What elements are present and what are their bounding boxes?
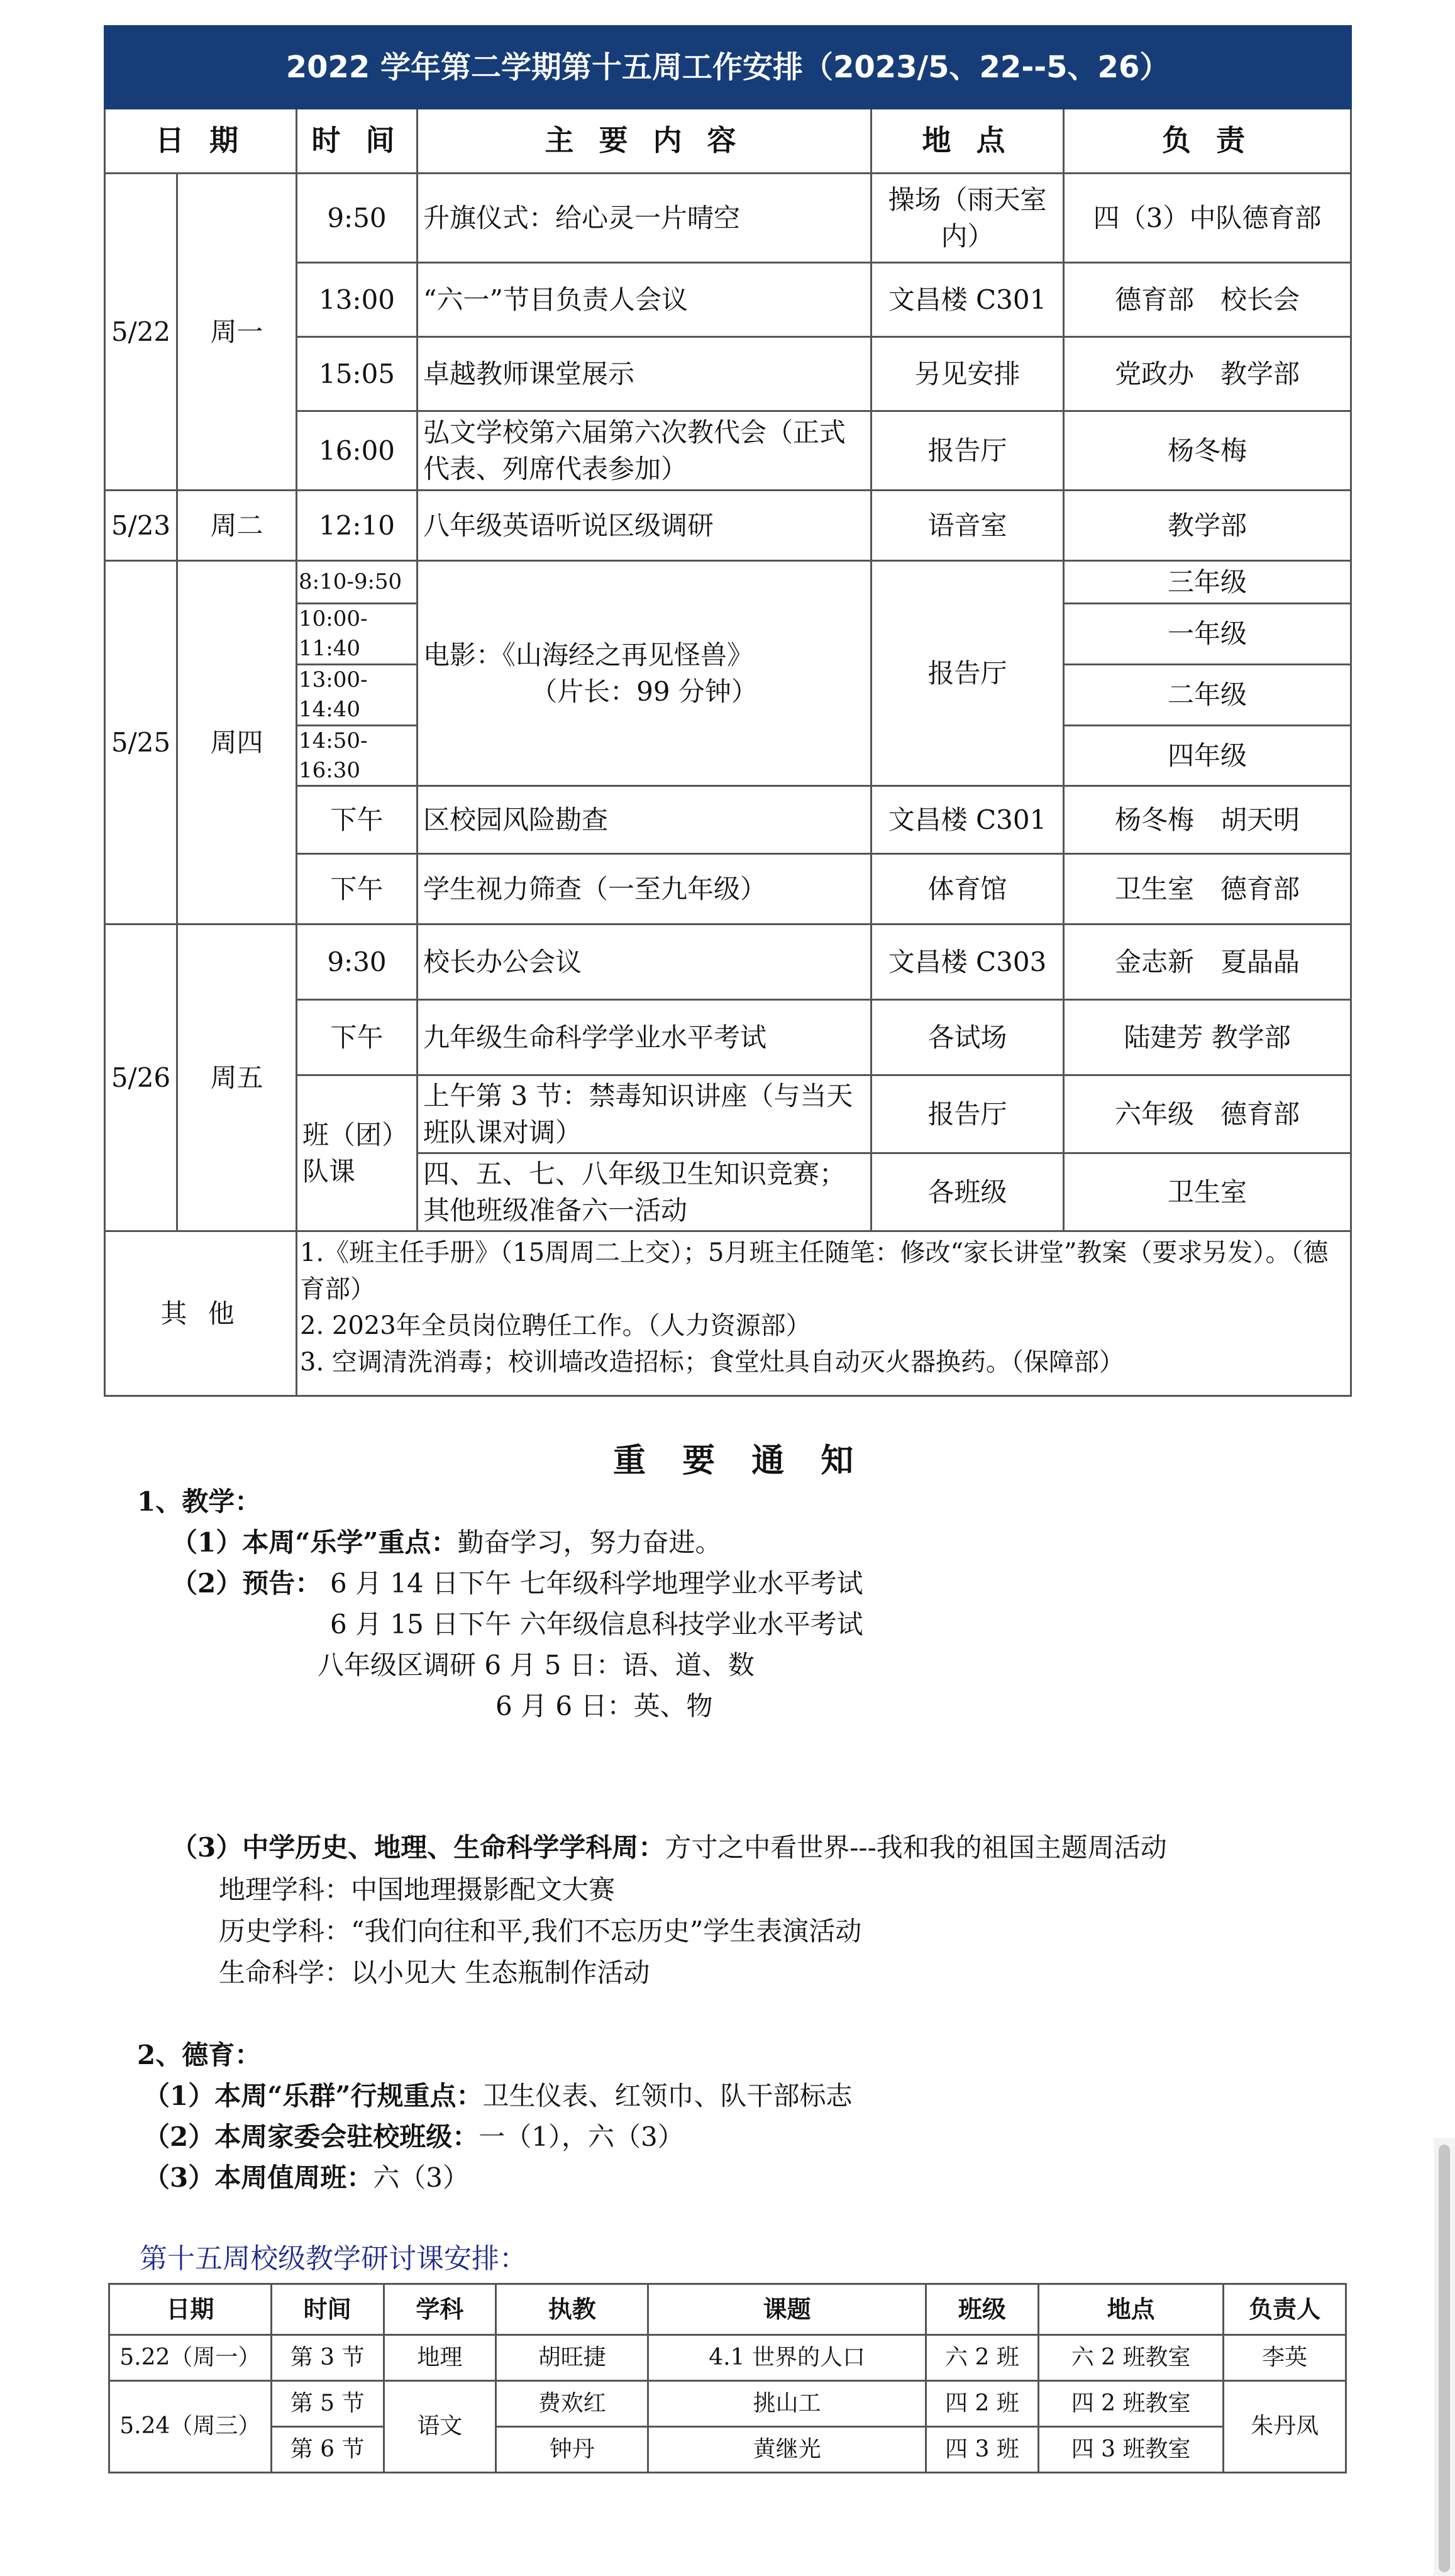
time-cell: 9:30 (297, 924, 418, 1000)
owner-cell: 六年级 德育部 (1064, 1075, 1351, 1153)
notice-text: 卫生仪表、红领巾、队干部标志 (482, 2080, 853, 2111)
time-cell: 15:05 (297, 337, 418, 411)
teacher-cell: 费欢红 (496, 2381, 648, 2427)
notice-text: 地理学科：中国地理摄影配文大赛 (219, 1874, 616, 1905)
topic-cell: 黄继光 (648, 2427, 926, 2473)
lesson-schedule-subtitle: 第十五周校级教学研讨课安排： (140, 2243, 527, 2275)
lesson-schedule-table (108, 2283, 1347, 2473)
owner-cell: 四（3）中队德育部 (1064, 174, 1351, 263)
column-header: 执教 (496, 2284, 648, 2335)
other-note: 1.《班主任手册》（15周周二上交）；5月班主任随笔：修改“家长讲堂”教案（要求另发）。（德育部） (300, 1238, 1329, 1304)
section-heading: 1、教学： (137, 1486, 262, 1517)
notice-title: 重 要 通 知 (613, 1441, 866, 1480)
content-cell: 卓越教师课堂展示 (418, 337, 871, 411)
notice-label: （3）本周值周班： (143, 2162, 373, 2193)
owner-cell: 德育部 校长会 (1064, 263, 1351, 337)
class-cell: 四 3 班 (926, 2427, 1039, 2473)
scrollbar-thumb[interactable] (1439, 2145, 1450, 2572)
topic-cell: 挑山工 (648, 2381, 926, 2427)
time-cell: 14:50-16:30 (297, 725, 418, 786)
time-cell: 12:10 (297, 491, 418, 561)
place-cell: 文昌楼 C301 (871, 263, 1064, 337)
owner-cell: 金志新 夏晶晶 (1064, 924, 1351, 1000)
weekly-schedule-table (104, 25, 1352, 1397)
content-cell: 校长办公会议 (418, 924, 871, 1000)
notice-label: （2）预告： (171, 1568, 322, 1599)
place-cell: 报告厅 (871, 411, 1064, 491)
table-row (109, 2427, 1346, 2473)
time-cell: 8:10-9:50 (297, 561, 418, 604)
owner-cell: 教学部 (1064, 491, 1351, 561)
notice-item (143, 2075, 853, 2113)
subject-cell: 语文 (384, 2381, 496, 2473)
place-cell: 另见安排 (871, 337, 1064, 411)
place-cell: 语音室 (871, 491, 1064, 561)
place-cell: 操场（雨天室内） (871, 174, 1064, 263)
content-cell: “六一”节目负责人会议 (418, 263, 871, 337)
notice-text: 生命科学：以小见大 生态瓶制作活动 (219, 1957, 650, 1988)
table-header-row (109, 2284, 1346, 2335)
time-cell: 9:50 (297, 174, 418, 263)
owner-cell: 卫生室 (1064, 1153, 1351, 1231)
column-header: 学科 (384, 2284, 496, 2335)
time-cell: 第 3 节 (271, 2335, 384, 2381)
movie-duration: （片长：99 分钟） (531, 675, 758, 707)
owner-cell: 一年级 (1064, 604, 1351, 665)
teacher-cell: 胡旺捷 (496, 2335, 648, 2381)
time-cell: 下午 (297, 786, 418, 854)
time-cell: 班（团）队课 (297, 1075, 418, 1231)
owner-cell: 杨冬梅 (1064, 411, 1351, 491)
place-cell: 各班级 (871, 1153, 1064, 1231)
notice-text: 6 月 6 日：英、物 (495, 1690, 713, 1721)
notice-label: （3）中学历史、地理、生命科学学科周： (171, 1832, 665, 1863)
header-content: 主 要 内 容 (418, 109, 871, 174)
time-cell: 第 5 节 (271, 2381, 384, 2427)
notice-text: 方寸之中看世界---我和我的祖国主题周活动 (665, 1832, 1167, 1863)
content-cell: 八年级英语听说区级调研 (418, 491, 871, 561)
notice-label: （1）本周“乐群”行规重点： (143, 2080, 483, 2111)
notice-item (171, 1522, 722, 1560)
scrollbar[interactable] (1434, 2138, 1455, 2576)
other-note: 3. 空调清洗消毒；校训墙改造招标；食堂灶具自动灭火器换药。（保障部） (300, 1348, 1124, 1377)
content-cell: 弘文学校第六届第六次教代会（正式代表、列席代表参加） (418, 411, 871, 491)
notice-item (143, 2157, 469, 2195)
other-note: 2. 2023年全员岗位聘任工作。（人力资源部） (300, 1311, 811, 1341)
weekday-cell: 周二 (177, 491, 297, 561)
movie-content-cell (418, 561, 871, 786)
place-cell: 体育馆 (871, 854, 1064, 924)
table-row (105, 561, 1351, 604)
date-cell: 5.22（周一） (109, 2335, 272, 2381)
table-row (109, 2381, 1346, 2427)
place-cell: 文昌楼 C303 (871, 924, 1064, 1000)
place-cell: 文昌楼 C301 (871, 786, 1064, 854)
date-cell: 5/22 (105, 174, 177, 491)
column-header: 时间 (271, 2284, 384, 2335)
column-header: 负责人 (1224, 2284, 1346, 2335)
owner-cell: 二年级 (1064, 664, 1351, 725)
date-cell: 5/23 (105, 491, 177, 561)
time-cell: 16:00 (297, 411, 418, 491)
subject-cell: 地理 (384, 2335, 496, 2381)
notice-text: 六（3） (373, 2162, 469, 2193)
time-cell: 第 6 节 (271, 2427, 384, 2473)
notice-text: 历史学科：“我们向往和平,我们不忘历史”学生表演活动 (219, 1916, 862, 1946)
table-row (105, 174, 1351, 263)
owner-cell: 杨冬梅 胡天明 (1064, 786, 1351, 854)
content-cell: 上午第 3 节：禁毒知识讲座（与当天班队课对调） (418, 1075, 871, 1153)
weekday-cell: 周五 (177, 924, 297, 1231)
owner-cell: 卫生室 德育部 (1064, 854, 1351, 924)
table-row (105, 924, 1351, 1000)
column-header: 地点 (1038, 2284, 1224, 2335)
column-header: 课题 (648, 2284, 926, 2335)
column-header: 日期 (109, 2284, 272, 2335)
notice-text: 勤奋学习，努力奋进。 (457, 1527, 722, 1558)
place-cell: 四 2 班教室 (1038, 2381, 1224, 2427)
notice-text: 6 月 14 日下午 七年级科学地理学业水平考试 (330, 1568, 863, 1599)
notice-label: （2）本周家委会驻校班级： (143, 2121, 479, 2152)
notice-text: 八年级区调研 6 月 5 日：语、道、数 (318, 1650, 755, 1680)
date-cell: 5/26 (105, 924, 177, 1231)
other-notes (297, 1231, 1351, 1396)
content-cell: 升旗仪式：给心灵一片晴空 (418, 174, 871, 263)
time-cell: 13:00 (297, 263, 418, 337)
place-cell: 报告厅 (871, 561, 1064, 786)
header-owner: 负 责 (1064, 109, 1351, 174)
place-cell: 六 2 班教室 (1038, 2335, 1224, 2381)
owner-cell: 四年级 (1064, 725, 1351, 786)
owner-cell: 党政办 教学部 (1064, 337, 1351, 411)
time-cell: 13:00-14:40 (297, 664, 418, 725)
weekday-cell: 周四 (177, 561, 297, 924)
time-cell: 10:00-11:40 (297, 604, 418, 665)
time-cell: 下午 (297, 1000, 418, 1075)
weekday-cell: 周一 (177, 174, 297, 491)
topic-cell: 4.1 世界的人口 (648, 2335, 926, 2381)
place-cell: 报告厅 (871, 1075, 1064, 1153)
movie-title: 电影：《山海经之再见怪兽》 (423, 639, 754, 670)
date-cell: 5/25 (105, 561, 177, 924)
date-cell: 5.24（周三） (109, 2381, 272, 2473)
class-cell: 六 2 班 (926, 2335, 1039, 2381)
owner-cell: 李英 (1224, 2335, 1346, 2381)
header-time: 时 间 (297, 109, 418, 174)
notice-item (143, 2116, 684, 2154)
place-cell: 各试场 (871, 1000, 1064, 1075)
notice-text: 6 月 15 日下午 六年级信息科技学业水平考试 (330, 1609, 863, 1640)
teacher-cell: 钟丹 (496, 2427, 648, 2473)
class-cell: 四 2 班 (926, 2381, 1039, 2427)
section-heading: 2、德育： (137, 2040, 262, 2070)
place-cell: 四 3 班教室 (1038, 2427, 1224, 2473)
schedule-title: 2022 学年第二学期第十五周工作安排（2023/5、22--5、26） (105, 26, 1351, 109)
owner-cell: 朱丹凤 (1224, 2381, 1346, 2473)
notice-item (171, 1827, 1167, 1865)
content-cell: 区校园风险勘查 (418, 786, 871, 854)
table-row (105, 491, 1351, 561)
header-place: 地 点 (871, 109, 1064, 174)
notice-label: （1）本周“乐学”重点： (171, 1527, 458, 1558)
other-label: 其 他 (105, 1231, 297, 1396)
owner-cell: 三年级 (1064, 561, 1351, 604)
table-row (109, 2335, 1346, 2381)
content-cell: 学生视力筛查（一至九年级） (418, 854, 871, 924)
owner-cell: 陆建芳 教学部 (1064, 1000, 1351, 1075)
table-row (105, 1231, 1351, 1396)
content-cell: 九年级生命科学学业水平考试 (418, 1000, 871, 1075)
content-cell: 四、五、七、八年级卫生知识竞赛；其他班级准备六一活动 (418, 1153, 871, 1231)
time-cell: 下午 (297, 854, 418, 924)
notice-text: 一（1），六（3） (479, 2121, 684, 2152)
header-date: 日 期 (105, 109, 297, 174)
column-header: 班级 (926, 2284, 1039, 2335)
